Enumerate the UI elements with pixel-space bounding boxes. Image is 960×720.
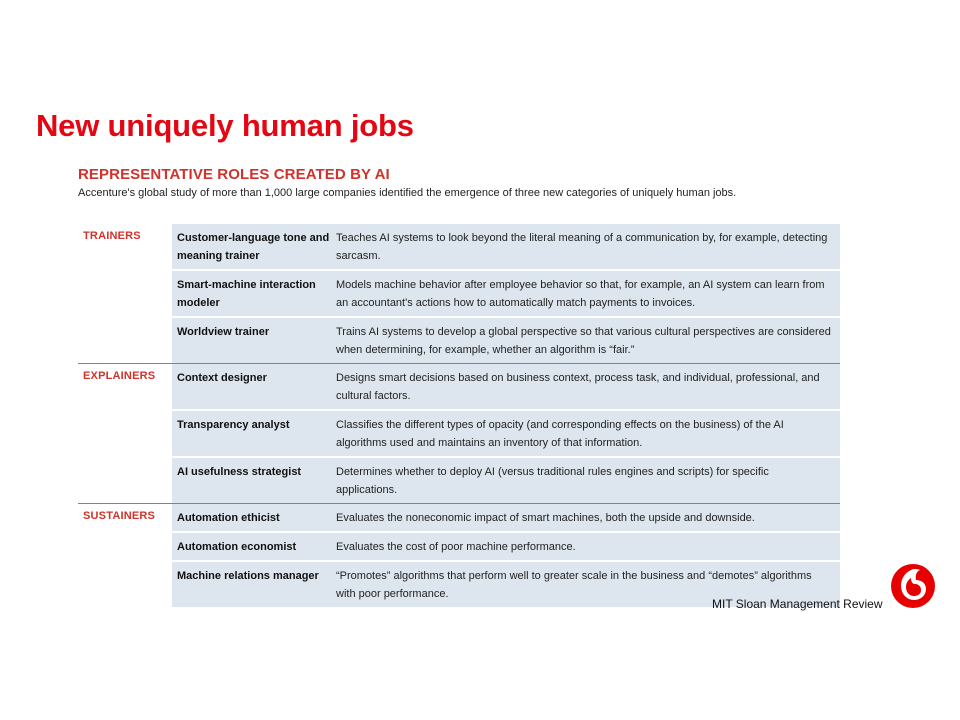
table-row [172,533,840,562]
role-description: Evaluates the cost of poor machine performance. [336,541,576,553]
role-description: Evaluates the noneconomic impact of smart machines, both the upside and downside. [336,512,755,524]
role-name: Automation ethicist [177,512,280,524]
vodafone-logo-icon [890,563,936,609]
table-row [172,458,840,503]
role-name: Automation economist [177,541,297,553]
table-row [172,224,840,271]
figure-title: REPRESENTATIVE ROLES CREATED BY AI [78,166,390,183]
role-name: Context designer [177,372,267,384]
role-name: Transparency analyst [177,419,290,431]
group-trainers [78,224,840,363]
table-row [172,364,840,411]
roles-figure [78,166,840,600]
group-explainers [78,363,840,503]
role-name: AI usefulness strategist [177,466,302,478]
role-name: Machine relations manager [177,570,319,582]
table-row [172,318,840,363]
table-row [172,504,840,533]
table-row [172,271,840,318]
table-row [172,411,840,458]
source-citation: MIT Sloan Management Review [712,597,883,611]
group-label: EXPLAINERS [83,370,156,382]
figure-subtitle: Accenture's global study of more than 1,000 large companies identified the emergence of three new categories of uniquely human jobs. [78,187,737,199]
role-name: Customer-language tone and meaning trainer [177,232,330,262]
role-description: Trains AI systems to develop a global perspective so that various cultural perspectives are considered when determining, for example, whether an algorithm is “fair.” [336,326,831,356]
role-name: Smart-machine interaction modeler [177,279,316,309]
role-description: Models machine behavior after employee behavior so that, for example, an AI system can learn from an accountant's actions how to automatically match payments to invoices. [336,279,825,309]
role-description: Classifies the different types of opacity (and corresponding effects on the business) of the AI algorithms used and maintains an inventory of that information. [336,419,784,449]
group-label: TRAINERS [83,230,141,242]
role-description: Determines whether to deploy AI (versus traditional rules engines and scripts) for specific applications. [336,466,769,496]
role-description: “Promotes” algorithms that perform well to greater scale in the business and “demotes” algorithms with poor performance. [336,570,812,600]
role-description: Designs smart decisions based on business context, process task, and individual, professional, and cultural factors. [336,372,820,402]
slide-title: New uniquely human jobs [36,108,414,143]
group-sustainers [78,503,840,607]
group-label: SUSTAINERS [83,510,156,522]
roles-table [78,224,840,607]
role-name: Worldview trainer [177,326,270,338]
role-description: Teaches AI systems to look beyond the literal meaning of a communication by, for example, detecting sarcasm. [336,232,828,262]
